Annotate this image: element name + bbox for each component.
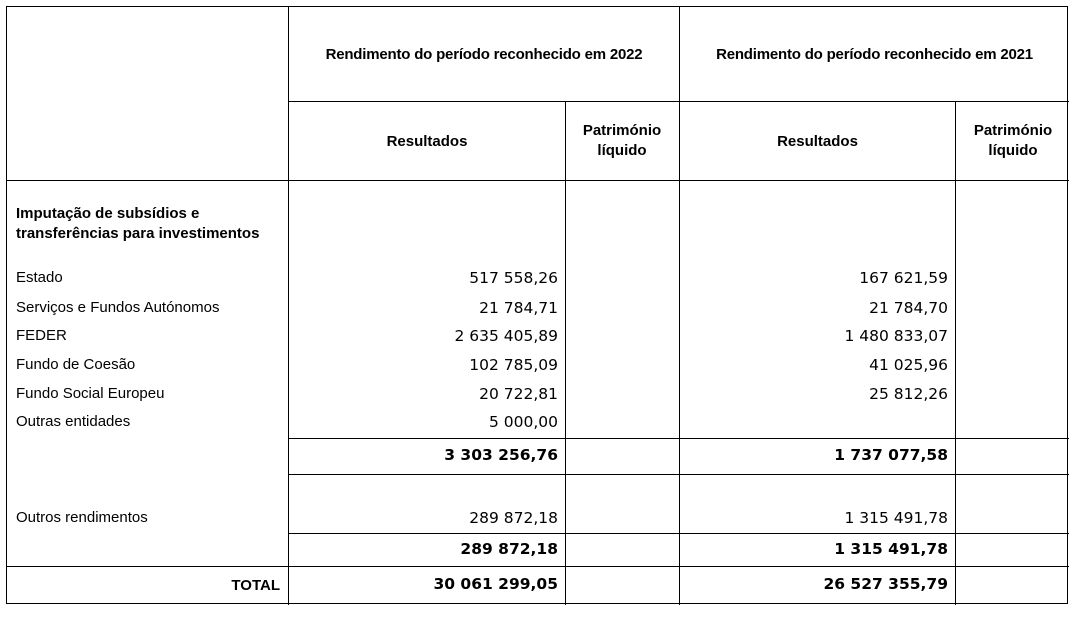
- value-2022: 21 784,71: [479, 299, 558, 317]
- row-divider: [7, 566, 1069, 567]
- value-2022: 289 872,18: [469, 509, 558, 527]
- row-label: FEDER: [16, 327, 67, 344]
- value-2021: 1 315 491,78: [844, 509, 948, 527]
- header-period-2022: Rendimento do período reconhecido em 2022: [325, 45, 643, 63]
- value-2021: 167 621,59: [859, 269, 948, 287]
- header-period-2021: Rendimento do período reconhecido em 2021: [716, 45, 1033, 63]
- header-resultados-2021: Resultados: [777, 132, 858, 150]
- value-2021: 25 812,26: [869, 385, 948, 403]
- header-patrimonio-2021: Património líquido: [973, 122, 1053, 159]
- subtotal-2021: 1 315 491,78: [834, 540, 948, 558]
- row-label: Outras entidades: [16, 413, 131, 430]
- section-title: Imputação de subsídios e transferências para investimentos: [16, 205, 260, 242]
- value-2022: 20 722,81: [479, 385, 558, 403]
- total-2022: 30 061 299,05: [433, 575, 558, 593]
- value-2021: 41 025,96: [869, 356, 948, 374]
- row-label: Estado: [16, 269, 63, 286]
- value-2021: 21 784,70: [869, 299, 948, 317]
- value-2022: 102 785,09: [469, 356, 558, 374]
- value-2021: 1 480 833,07: [844, 327, 948, 345]
- header-patrimonio-2022: Património líquido: [582, 122, 662, 159]
- col-divider: [565, 101, 566, 605]
- row-label: Fundo de Coesão: [16, 356, 136, 373]
- row-divider: [288, 474, 1069, 475]
- value-2022: 517 558,26: [469, 269, 558, 287]
- col-divider: [955, 101, 956, 605]
- total-2021: 26 527 355,79: [823, 575, 948, 593]
- row-divider: [7, 180, 1069, 181]
- row-divider: [288, 438, 1069, 439]
- row-label: Outros rendimentos: [16, 509, 148, 526]
- subtotal-2022: 3 303 256,76: [444, 446, 558, 464]
- subtotal-2021: 1 737 077,58: [834, 446, 948, 464]
- income-table: [6, 6, 1068, 604]
- row-divider: [288, 533, 1069, 534]
- value-2022: 5 000,00: [488, 413, 558, 431]
- value-2022: 2 635 405,89: [454, 327, 558, 345]
- subtotal-2022: 289 872,18: [460, 540, 558, 558]
- total-label: TOTAL: [231, 577, 280, 594]
- row-label: Fundo Social Europeu: [16, 385, 165, 402]
- header-resultados-2022: Resultados: [386, 132, 468, 150]
- row-label: Serviços e Fundos Autónomos: [16, 299, 220, 316]
